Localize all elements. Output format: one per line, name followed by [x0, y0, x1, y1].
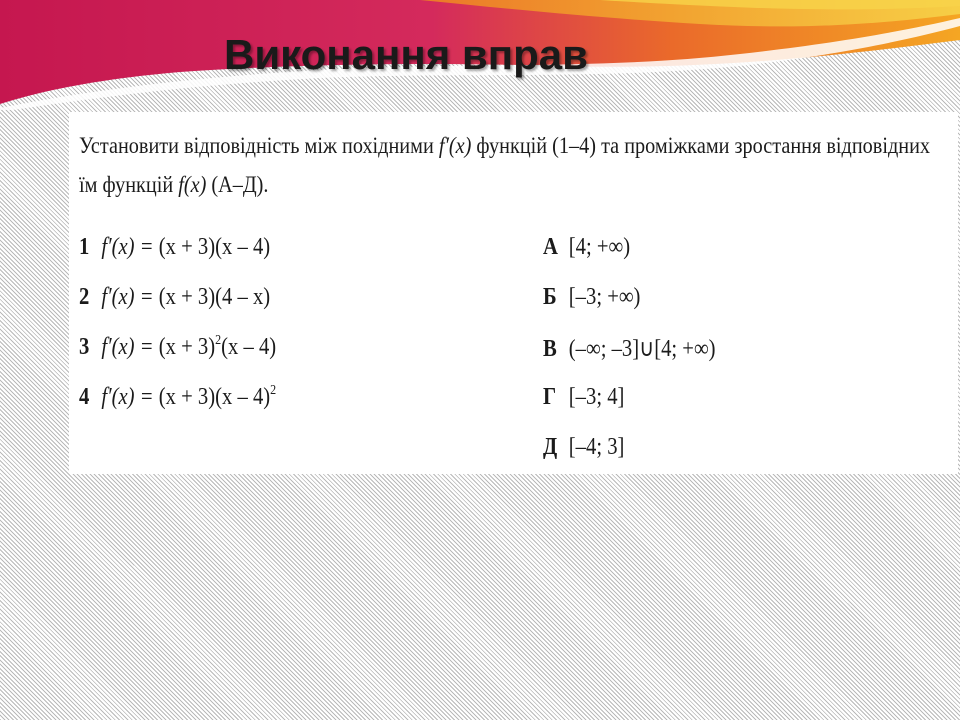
function-lhs: f′(x) = [101, 384, 159, 410]
interval-value: [–4; 3] [568, 434, 625, 460]
interval-item-d [543, 434, 624, 461]
function-number: 4 [79, 384, 90, 410]
fprime-symbol: f′(x) [438, 133, 472, 158]
interval-item-b [543, 284, 640, 311]
slide-title: Виконання вправ [224, 31, 588, 78]
interval-item-g [543, 384, 624, 411]
instruction-part-2: функцій (1–4) та проміжками зростання відповідних їм функцій [79, 133, 931, 197]
function-rhs: (x + 3)(x – 4) [158, 234, 271, 260]
interval-item-a [543, 234, 630, 261]
function-rhs-part-a: (x + 3)(x – 4) [158, 384, 271, 410]
interval-letter: Д [543, 434, 558, 460]
interval-item-v [543, 334, 716, 363]
function-rhs-part-b: (x – 4) [221, 334, 277, 360]
interval-letter: Г [543, 384, 557, 410]
interval-value: [–3; +∞) [568, 284, 641, 310]
task-instruction [79, 126, 948, 204]
interval-value: [4; +∞) [568, 234, 631, 260]
function-number: 3 [79, 334, 90, 360]
function-lhs: f′(x) = [101, 284, 159, 310]
function-number: 2 [79, 284, 90, 310]
f-symbol: f(x) [178, 172, 207, 197]
function-lhs: f′(x) = [101, 334, 159, 360]
interval-value: (–∞; –3]∪[4; +∞) [568, 336, 716, 362]
function-item-2 [79, 284, 270, 311]
function-lhs: f′(x) = [101, 234, 159, 260]
function-rhs: (x + 3)(4 – x) [158, 284, 271, 310]
interval-letter: А [543, 234, 558, 260]
interval-letter: В [543, 336, 557, 362]
task-card [69, 112, 958, 474]
exponent: 2 [270, 383, 277, 398]
interval-letter: Б [543, 284, 557, 310]
interval-value: [–3; 4] [568, 384, 625, 410]
exponent: 2 [215, 333, 222, 348]
function-item-3 [79, 334, 276, 361]
function-rhs-part-a: (x + 3) [158, 334, 216, 360]
function-item-4 [79, 384, 276, 411]
function-number: 1 [79, 234, 90, 260]
instruction-part-3: (А–Д). [206, 172, 269, 197]
function-item-1 [79, 234, 270, 261]
instruction-part-1: Установити відповідність між похідними [79, 133, 439, 158]
